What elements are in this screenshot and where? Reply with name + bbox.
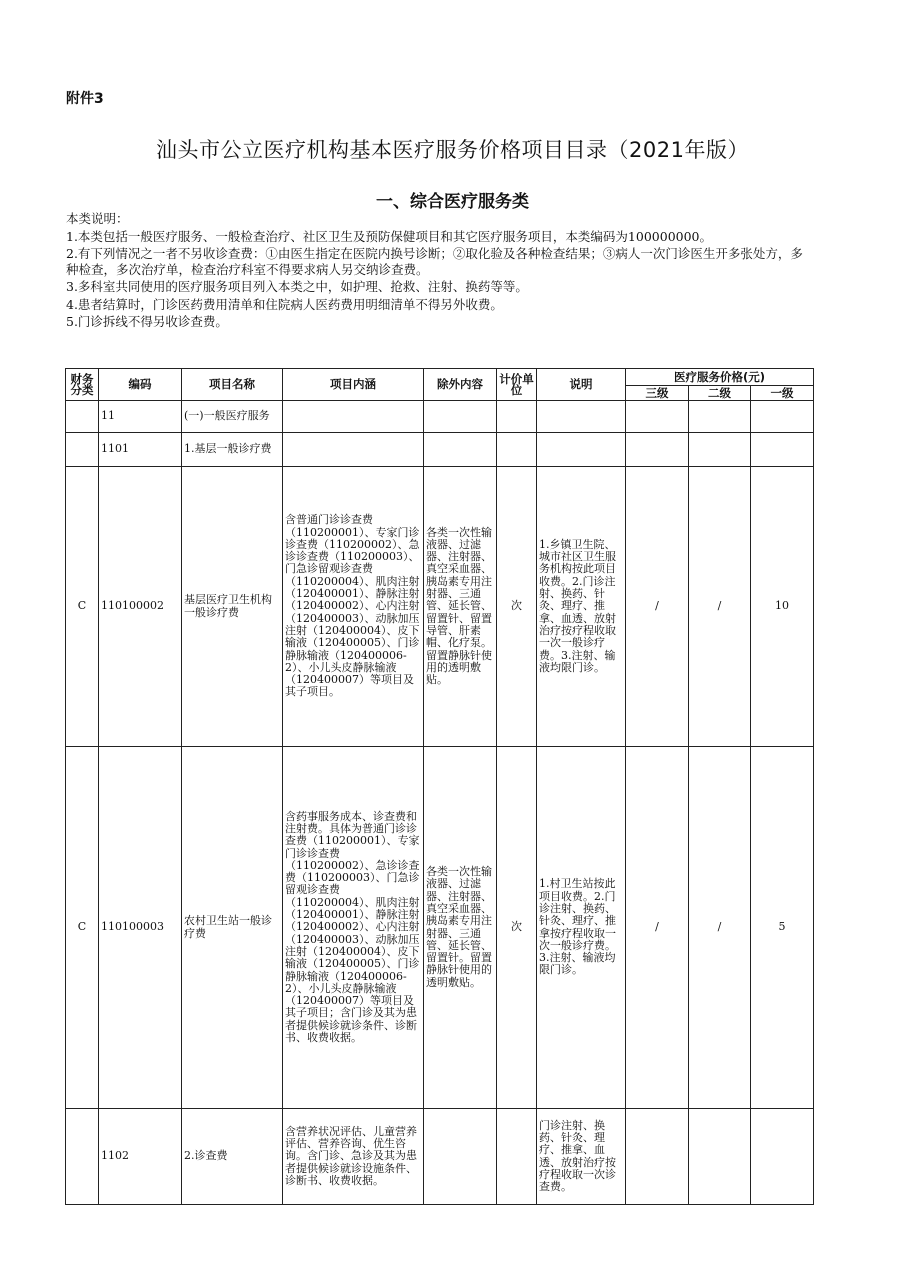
cell-unit [497, 401, 537, 433]
table-row [66, 401, 814, 433]
cell-note: 门诊注射、换药、针灸、理疗、推拿、血透、放射治疗按疗程收取一次诊查费。 [537, 1109, 626, 1205]
cell-content: 含普通门诊诊查费（110200001）、专家门诊诊查费（110200002）、急诊诊查费（110200003）、门急诊留观诊查费（110200004）、肌肉注射（120400001）、静脉注射（120400002）、心内注射（120400003）、动脉加压注射（120400004）、皮下输液（120400005）、门诊静脉输液（120400006-2）、小儿头皮静脉输液（120400007）等项目及其子项目。 [283, 467, 424, 747]
table-row [66, 467, 814, 747]
cell-level1: 5 [751, 747, 814, 1109]
cell-level1 [751, 433, 814, 467]
cell-category [66, 1109, 99, 1205]
cell-content [283, 401, 424, 433]
cell-code: 1102 [99, 1109, 182, 1205]
cell-code: 110100002 [99, 467, 182, 747]
cell-unit [497, 1109, 537, 1205]
header-level3: 三级 [626, 386, 689, 401]
cell-note [537, 401, 626, 433]
cell-content [283, 433, 424, 467]
cell-unit: 次 [497, 467, 537, 747]
note-item-2: 2.有下列情况之一者不另收诊查费：①由医生指定在医院内换号诊断；②取化验及各种检查结果；③病人一次门诊医生开多张处方，多种检查，多次治疗单，检查治疗科室不得要求病人另交纳诊查费。 [66, 246, 803, 277]
header-price: 医疗服务价格(元) [626, 369, 814, 386]
cell-exclusion: 各类一次性输液器、过滤器、注射器、真空采血器、胰岛素专用注射器、三通管、延长管、留置针。留置静脉针使用的透明敷贴。 [424, 747, 497, 1109]
cell-category [66, 401, 99, 433]
cell-level3 [626, 1109, 689, 1205]
note-item-1: 1.本类包括一般医疗服务、一般检查治疗、社区卫生及预防保健项目和其它医疗服务项目，本类编码为100000000。 [66, 228, 713, 244]
cell-exclusion [424, 1109, 497, 1205]
cell-name: 1.基层一般诊疗费 [182, 433, 283, 467]
header-level2: 二级 [689, 386, 751, 401]
cell-category [66, 433, 99, 467]
cell-exclusion [424, 433, 497, 467]
header-unit: 计价单位 [497, 369, 537, 401]
note-item-3: 3.多科室共同使用的医疗服务项目列入本类之中，如护理、抢救、注射、换药等等。 [66, 279, 528, 294]
cell-level2 [689, 401, 751, 433]
cell-level3: / [626, 747, 689, 1109]
cell-name: 基层医疗卫生机构一般诊疗费 [182, 467, 283, 747]
cell-exclusion: 各类一次性输液器、过滤器、注射器、真空采血器、胰岛素专用注射器、三通管、延长管、留置针、留置导管、肝素帽、化疗泵。留置静脉针使用的透明敷贴。 [424, 467, 497, 747]
category-notes [66, 211, 812, 332]
note-item-5: 5.门诊拆线不得另收诊查费。 [66, 314, 228, 329]
header-level1: 一级 [751, 386, 814, 401]
cell-note [537, 433, 626, 467]
cell-note: 1.村卫生站按此项目收费。2.门诊注射、换药、针灸、理疗、推拿按疗程收取一次一般诊疗费。3.注射、输液均限门诊。 [537, 747, 626, 1109]
cell-level2 [689, 433, 751, 467]
cell-name: 2.诊查费 [182, 1109, 283, 1205]
cell-code: 1101 [99, 433, 182, 467]
cell-category: C [66, 467, 99, 747]
table-row [66, 747, 814, 1109]
cell-level1 [751, 1109, 814, 1205]
document-title: 汕头市公立医疗机构基本医疗服务价格项目目录（2021年版） [156, 138, 749, 162]
cell-exclusion [424, 401, 497, 433]
cell-content: 含药事服务成本、诊查费和注射费。具体为普通门诊诊查费（110200001）、专家门诊诊查费（110200002）、急诊诊查费（110200003）、门急诊留观诊查费（110200004）、肌肉注射（120400001）、静脉注射（120400002）、心内注射（120400003）、动脉加压注射（120400004）、皮下输液（120400005）、门诊静脉输液（120400006-2）、小儿头皮静脉输液（120400007）等项目及其子项目；含门诊及其为患者提供候诊就诊条件、诊断书、收费收据。 [283, 747, 424, 1109]
header-exclusion: 除外内容 [424, 369, 497, 401]
cell-name: (一)一般医疗服务 [182, 401, 283, 433]
cell-level2: / [689, 747, 751, 1109]
cell-level3: / [626, 467, 689, 747]
header-code: 编码 [99, 369, 182, 401]
price-table [65, 368, 814, 1205]
header-name: 项目名称 [182, 369, 283, 401]
cell-category: C [66, 747, 99, 1109]
cell-level3 [626, 433, 689, 467]
cell-code: 110100003 [99, 747, 182, 1109]
cell-name: 农村卫生站一般诊疗费 [182, 747, 283, 1109]
cell-note: 1.乡镇卫生院、城市社区卫生服务机构按此项目收费。2.门诊注射、换药、针灸、理疗、推拿、血透、放射治疗按疗程收取一次一般诊疗费。3.注射、输液均限门诊。 [537, 467, 626, 747]
cell-content: 含营养状况评估、儿童营养评估、营养咨询、优生咨询。含门诊、急诊及其为患者提供候诊就诊设施条件、诊断书、收费收据。 [283, 1109, 424, 1205]
cell-level3 [626, 401, 689, 433]
attachment-label: 附件3 [66, 91, 104, 107]
header-content: 项目内涵 [283, 369, 424, 401]
cell-level1: 10 [751, 467, 814, 747]
cell-level2: / [689, 467, 751, 747]
header-category: 财务分类 [66, 369, 99, 401]
cell-unit: 次 [497, 747, 537, 1109]
table-row [66, 1109, 814, 1205]
cell-level1 [751, 401, 814, 433]
cell-code: 11 [99, 401, 182, 433]
header-note: 说明 [537, 369, 626, 401]
cell-unit [497, 433, 537, 467]
table-row [66, 433, 814, 467]
cell-level2 [689, 1109, 751, 1205]
note-item-4: 4.患者结算时，门诊医药费用清单和住院病人医药费用明细清单不得另外收费。 [66, 296, 503, 312]
section-title: 一、综合医疗服务类 [376, 192, 529, 212]
notes-heading: 本类说明： [66, 211, 129, 226]
